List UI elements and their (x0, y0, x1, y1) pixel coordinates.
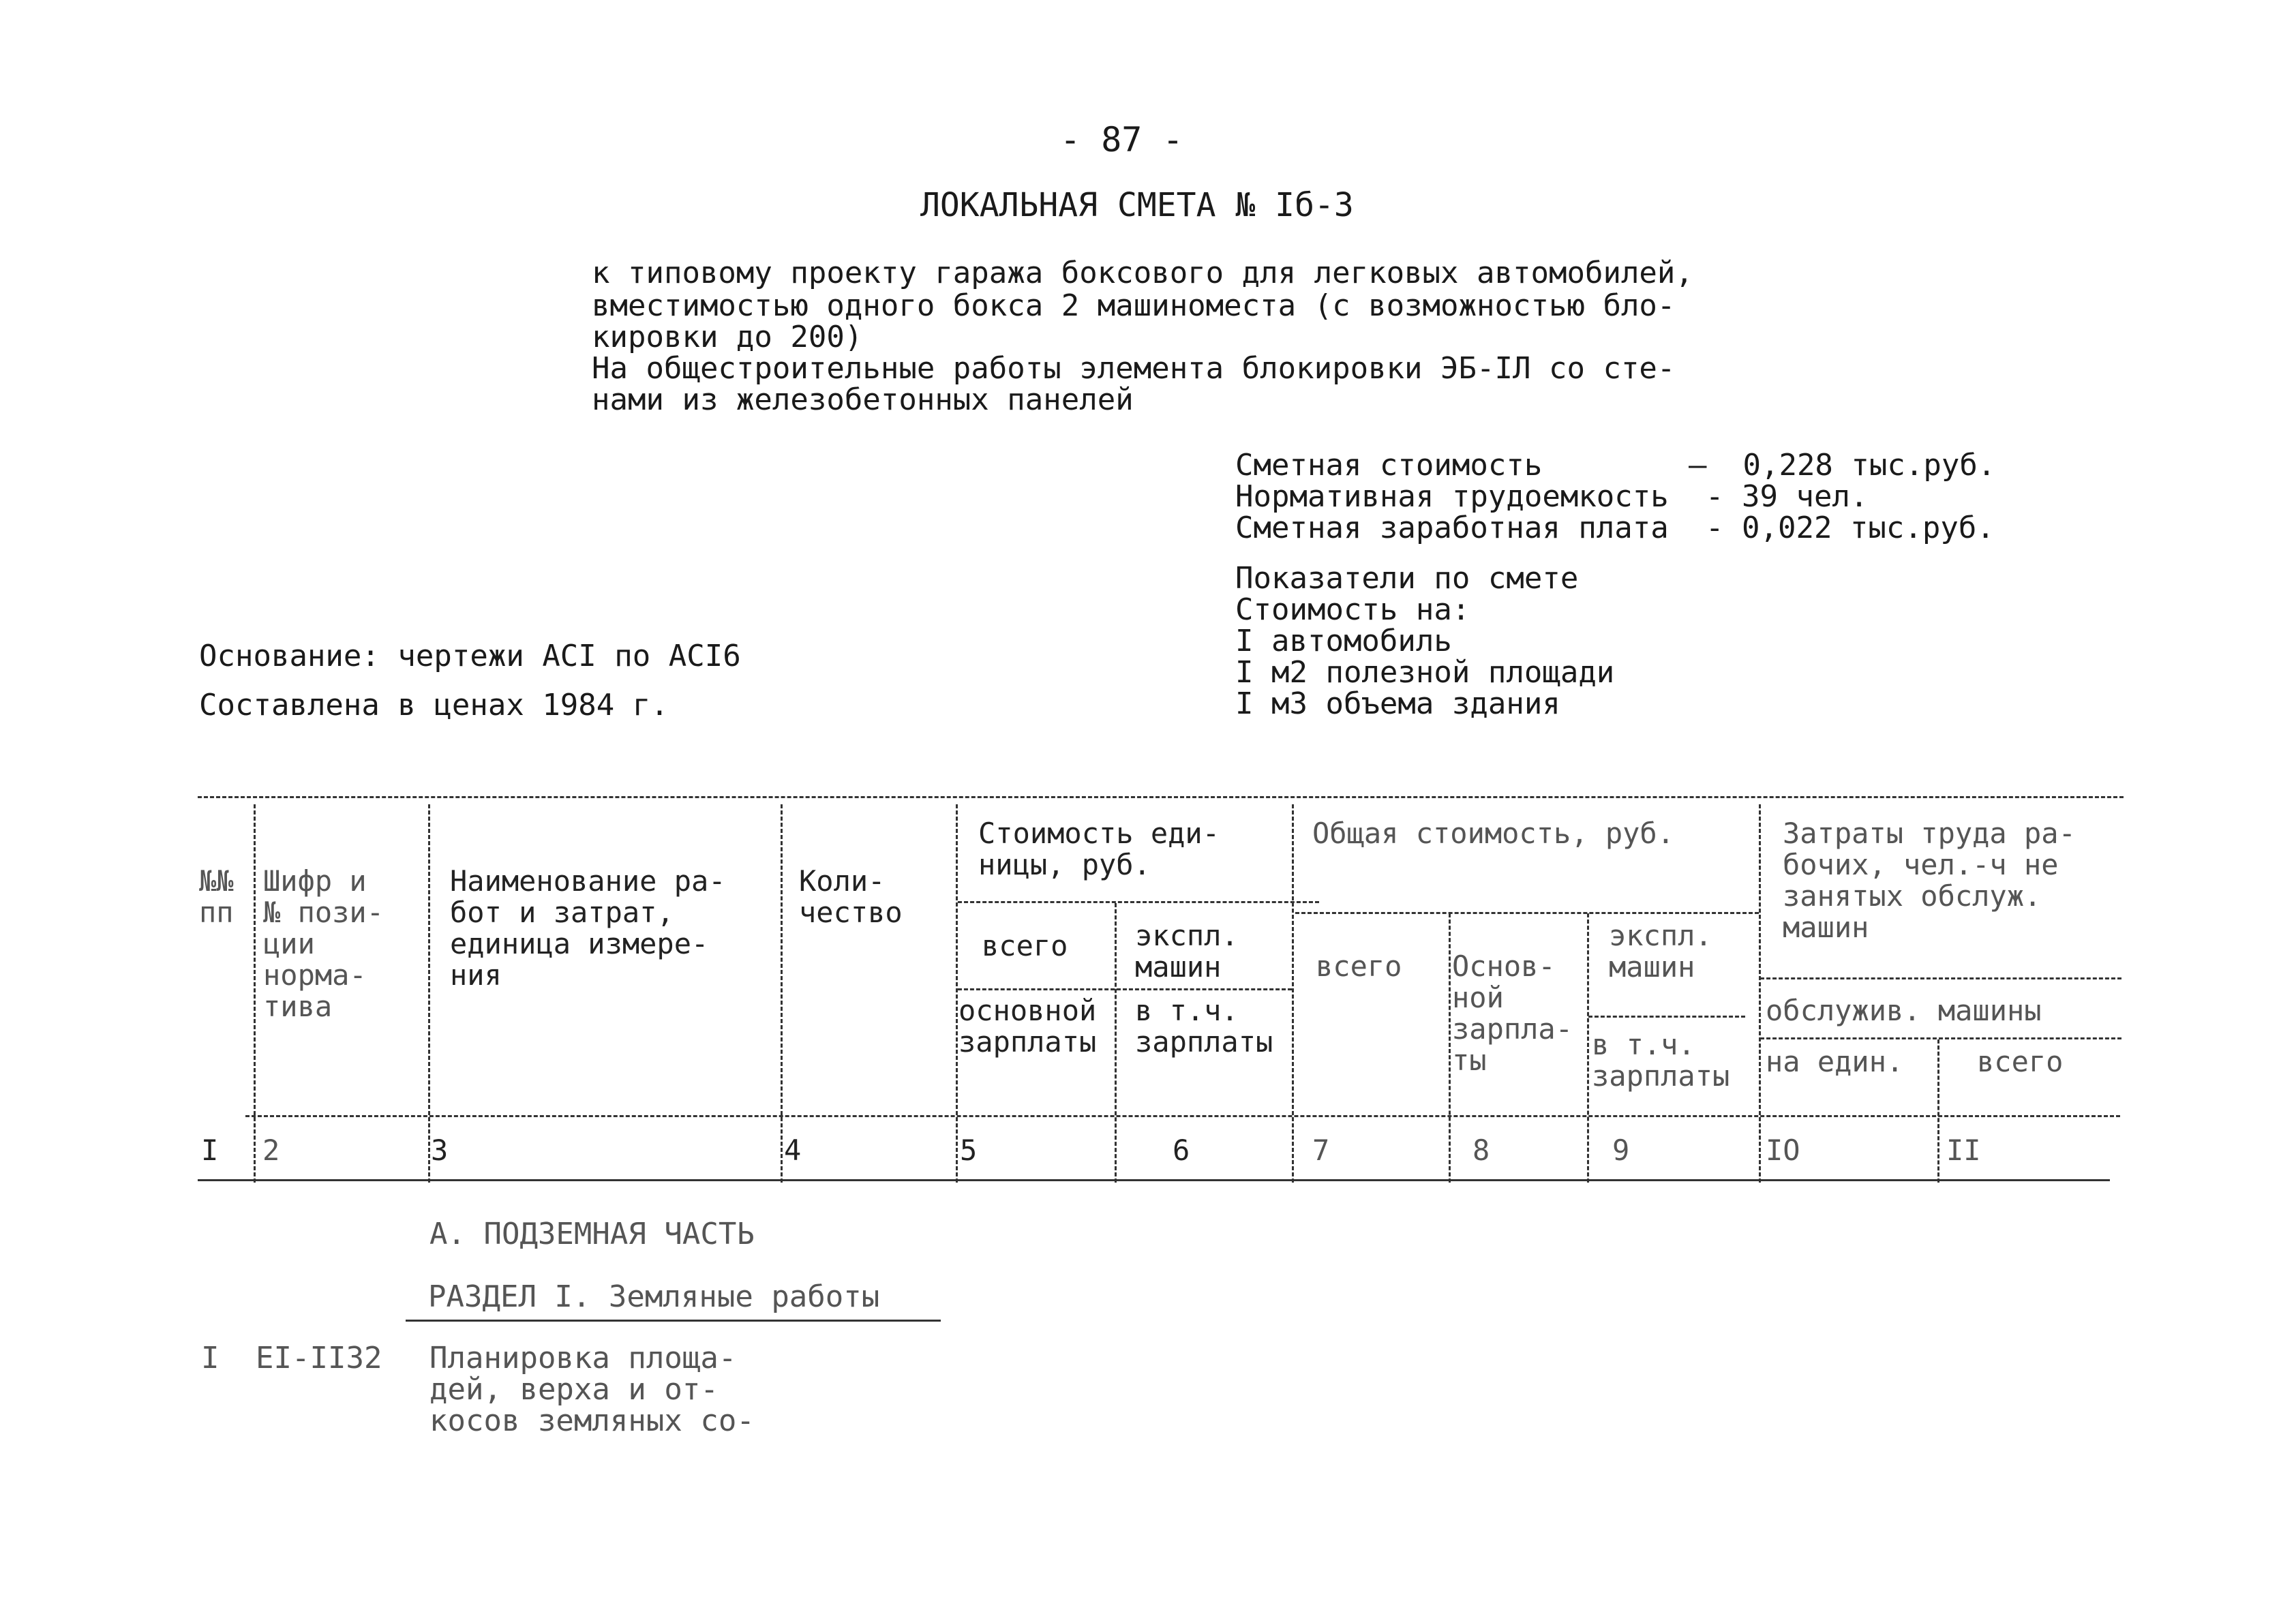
subtitle-line: нами из железобетонных панелей (592, 382, 1134, 417)
table-header-bottom (245, 1115, 2120, 1117)
column-number: 8 (1472, 1134, 1490, 1167)
section-title-underline (406, 1320, 941, 1322)
column-number: 9 (1612, 1134, 1630, 1167)
table-col-divider (1115, 903, 1117, 1183)
header-quantity: Коли- чество (799, 864, 903, 929)
indicator-item: I автомобиль (1235, 624, 1452, 658)
indicators-heading: Показатели по смете (1235, 561, 1579, 596)
header-num: №№ пп (199, 864, 234, 929)
column-number: IO (1766, 1134, 1800, 1167)
section-part: А. ПОДЗЕМНАЯ ЧАСТЬ (429, 1217, 755, 1251)
header-total-machine-wage: в т.ч. зарплаты (1592, 1028, 1730, 1093)
table-rule (1588, 1016, 1745, 1018)
subtitle-line: На общестроительные работы элемента блокировки ЭБ-IЛ со сте- (592, 351, 1676, 386)
column-number: 3 (431, 1134, 449, 1167)
table-col-divider (1759, 804, 1761, 1183)
basis-line: Основание: чертежи АСI по АСI6 (199, 639, 741, 673)
column-number: 4 (784, 1134, 802, 1167)
table-col-divider (1587, 913, 1589, 1183)
table-bottom-border (198, 1179, 2110, 1181)
column-number: I (201, 1134, 219, 1167)
column-number: 6 (1173, 1134, 1190, 1167)
labor-value: - 39 чел. (1706, 479, 1869, 514)
header-unit-total: всего (982, 929, 1068, 962)
prices-line: Составлена в ценах 1984 г. (199, 688, 669, 723)
indicators-cost-on: Стоимость на: (1235, 592, 1470, 627)
table-col-divider (1937, 1039, 1939, 1183)
header-code: Шифр и № пози- ции норма- тива (263, 864, 384, 1023)
row-name: Планировка площа- дей, верха и от- косов земляных со- (429, 1341, 755, 1438)
wage-value: - 0,022 тыс.руб. (1706, 511, 1995, 545)
indicator-item: I м3 объема здания (1235, 686, 1560, 721)
table-col-divider (428, 804, 430, 1183)
header-name: Наименование ра- бот и затрат, единица измере- ния (450, 864, 726, 992)
header-unit-machines: экспл. машин (1135, 919, 1239, 984)
row-number: I (201, 1341, 220, 1375)
table-col-divider (1292, 804, 1294, 1183)
header-unit-wage: основной зарплаты (958, 994, 1097, 1059)
table-col-divider (254, 804, 256, 1183)
header-total-cost: Общая стоимость, руб. (1312, 817, 1675, 850)
table-col-divider (956, 804, 958, 1183)
header-labor-total: всего (1977, 1045, 2064, 1078)
cost-label: Сметная стоимость (1235, 448, 1543, 483)
subtitle-line: к типовому проекту гаража боксового для легковых автомобилей, (592, 256, 1693, 290)
cost-value: – 0,228 тыс.руб. (1689, 448, 1996, 483)
page-number: - 87 - (1060, 120, 1183, 159)
column-number: II (1946, 1134, 1981, 1167)
header-total-all: всего (1316, 949, 1402, 983)
table-top-border (198, 796, 2124, 798)
column-number: 5 (960, 1134, 978, 1167)
indicator-item: I м2 полезной площади (1235, 655, 1615, 690)
header-labor-serving: обслужив. машины (1766, 994, 2042, 1027)
table-rule (1760, 977, 2121, 979)
table-rule (1760, 1037, 2121, 1039)
subtitle-line: вместимостью одного бокса 2 машиноместа (с возможностью бло- (592, 288, 1676, 323)
labor-label: Нормативная трудоемкость (1235, 479, 1669, 514)
header-labor: Затраты труда ра- бочих, чел.-ч не занятых обслуж. машин (1783, 817, 2076, 944)
table-rule (958, 901, 1319, 903)
header-unit-cost: Стоимость еди- ницы, руб. (978, 817, 1220, 881)
header-total-wage: Основ- ной зарпла- ты (1452, 949, 1573, 1077)
header-unit-machine-wage: в т.ч. зарплаты (1135, 994, 1273, 1059)
row-code: EI-II32 (256, 1341, 382, 1375)
table-rule (1295, 912, 1759, 914)
header-total-machines: экспл. машин (1609, 919, 1712, 984)
table-rule (958, 988, 1292, 990)
subtitle-line: кировки до 200) (592, 320, 863, 354)
column-number: 7 (1312, 1134, 1330, 1167)
wage-label: Сметная заработная плата (1235, 511, 1669, 545)
column-number: 2 (262, 1134, 280, 1167)
table-col-divider (1449, 913, 1451, 1183)
table-col-divider (781, 804, 783, 1183)
section-title: РАЗДЕЛ I. Земляные работы (428, 1279, 880, 1314)
header-labor-unit: на един. (1766, 1045, 1904, 1078)
document-title: ЛОКАЛЬНАЯ СМЕТА № Iб-3 (920, 186, 1354, 224)
